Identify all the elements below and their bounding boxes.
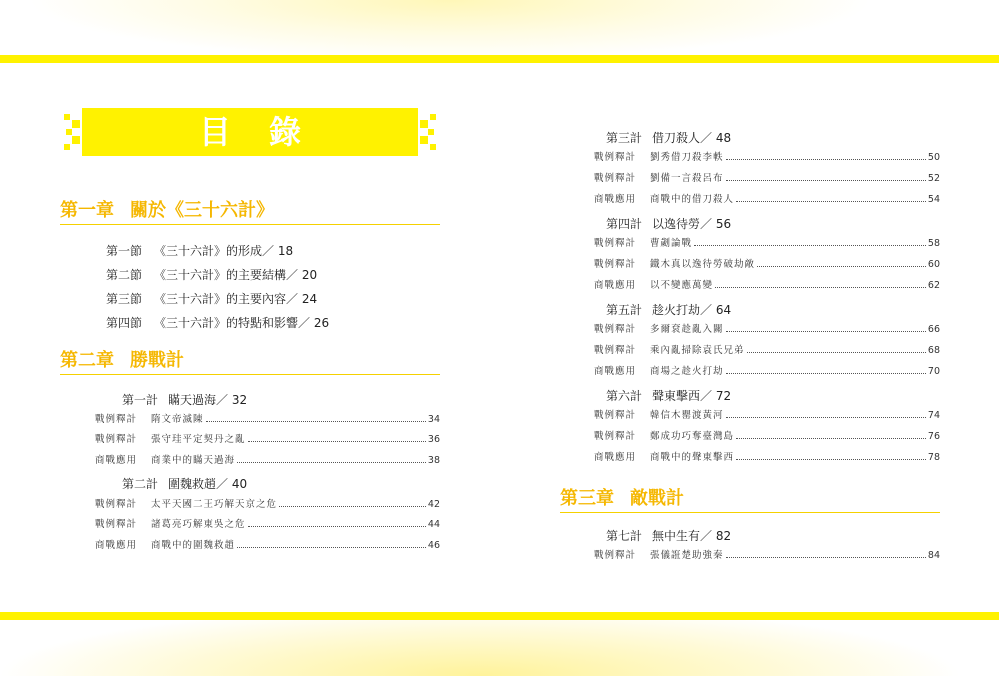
chapter-heading [560,488,940,513]
entry-category: 戰例釋計 [594,410,637,421]
toc-plan[interactable] [606,216,731,232]
plan-title: 圍魏救趙／ 40 [168,477,248,491]
entry-title: 商戰中的借刀殺人 [650,194,735,205]
chapter-number: 第三章 [560,488,614,509]
entry-page: 60 [927,259,940,270]
toc-entry[interactable] [594,193,940,207]
dot-leader [237,462,426,463]
bottom-glow [0,620,999,676]
entry-page: 58 [927,238,940,249]
entry-category: 戰例釋計 [95,499,138,510]
entry-page: 34 [427,414,440,425]
entry-category: 戰例釋計 [95,434,138,445]
entry-title: 劉備一言殺呂布 [650,173,724,184]
toc-plan[interactable] [122,476,247,492]
entry-title: 太平天國二王巧解天京之危 [151,499,278,510]
entry-category: 戰例釋計 [594,238,637,249]
entry-page: 74 [927,410,940,421]
entry-page: 52 [927,173,940,184]
toc-entry[interactable] [594,279,940,293]
entry-page: 54 [927,194,940,205]
plan-number: 第四計 [606,217,643,231]
entry-title: 商戰中的聲東擊西 [650,452,735,463]
plan-title: 以逸待勞／ 56 [652,217,732,231]
dot-leader [726,557,926,558]
toc-section[interactable] [106,243,293,259]
entry-page: 36 [427,434,440,445]
entry-title: 諸葛亮巧解東吳之危 [151,519,246,530]
plan-number: 第三計 [606,131,643,145]
entry-title: 鄭成功巧奪臺灣島 [650,431,735,442]
toc-entry[interactable] [95,433,440,447]
banner-right-ornament [420,114,436,150]
chapter-number: 第二章 [60,350,114,371]
plan-title: 無中生有／ 82 [652,529,732,543]
section-number: 第四節 [106,316,143,330]
toc-plan[interactable] [606,528,731,544]
section-title: 《三十六計》的主要結構／ 20 [154,268,318,282]
dot-leader [726,417,926,418]
entry-page: 44 [427,519,440,530]
toc-title-banner [82,108,418,156]
chapter-heading [60,350,440,375]
entry-page: 76 [927,431,940,442]
entry-category: 戰例釋計 [594,431,637,442]
entry-category: 戰例釋計 [95,414,138,425]
entry-page: 50 [927,152,940,163]
entry-page: 78 [927,452,940,463]
plan-number: 第二計 [122,477,159,491]
toc-entry[interactable] [594,344,940,358]
entry-category: 戰例釋計 [594,345,637,356]
entry-category: 戰例釋計 [594,152,637,163]
page-title: 目錄 [198,113,339,151]
toc-section[interactable] [106,291,317,307]
toc-entry[interactable] [594,172,940,186]
toc-entry[interactable] [594,549,940,563]
toc-entry[interactable] [95,454,440,468]
top-yellow-band [0,55,999,63]
entry-category: 商戰應用 [95,455,138,466]
toc-entry[interactable] [95,498,440,512]
chapter-title: 敵戰計 [630,488,684,509]
plan-number: 第一計 [122,393,159,407]
toc-entry[interactable] [95,539,440,553]
dot-leader [726,180,926,181]
top-glow [0,0,999,58]
entry-category: 戰例釋計 [594,324,637,335]
dot-leader [248,526,426,527]
entry-title: 乘內亂掃除袁氏兄弟 [650,345,745,356]
toc-entry[interactable] [95,518,440,532]
toc-entry[interactable] [594,237,940,251]
entry-category: 戰例釋計 [594,259,637,270]
entry-category: 商戰應用 [594,280,637,291]
toc-plan[interactable] [606,302,731,318]
entry-page: 38 [427,455,440,466]
toc-entry[interactable] [594,151,940,165]
toc-plan[interactable] [122,392,247,408]
dot-leader [726,331,926,332]
entry-title: 曹劌論戰 [650,238,693,249]
toc-entry[interactable] [594,430,940,444]
toc-entry[interactable] [95,413,440,427]
entry-title: 商場之趁火打劫 [650,366,724,377]
plan-title: 瞞天過海／ 32 [168,393,248,407]
toc-entry[interactable] [594,365,940,379]
dot-leader [726,159,926,160]
toc-section[interactable] [106,267,317,283]
dot-leader [757,266,926,267]
chapter-title: 關於《三十六計》 [130,200,274,221]
entry-category: 戰例釋計 [594,550,637,561]
entry-title: 張儀誑楚助強秦 [650,550,724,561]
entry-title: 張守珪平定契丹之亂 [151,434,246,445]
bottom-yellow-band [0,612,999,620]
plan-title: 借刀殺人／ 48 [652,131,732,145]
plan-title: 趁火打劫／ 64 [652,303,732,317]
dot-leader [715,287,926,288]
entry-title: 以不變應萬變 [650,280,714,291]
dot-leader [726,373,926,374]
dot-leader [747,352,926,353]
entry-page: 42 [427,499,440,510]
entry-page: 68 [927,345,940,356]
entry-title: 鐵木真以逸待勞破劫敵 [650,259,756,270]
section-number: 第三節 [106,292,143,306]
plan-title: 聲東擊西／ 72 [652,389,732,403]
entry-category: 商戰應用 [594,194,637,205]
dot-leader [736,459,926,460]
entry-title: 商業中的瞞天過海 [151,455,236,466]
entry-page: 70 [927,366,940,377]
entry-page: 66 [927,324,940,335]
dot-leader [206,421,426,422]
toc-plan[interactable] [606,130,731,146]
dot-leader [237,547,426,548]
entry-title: 劉秀借刀殺李軼 [650,152,724,163]
section-title: 《三十六計》的主要內容／ 24 [154,292,318,306]
entry-title: 韓信木罌渡黃河 [650,410,724,421]
entry-title: 多爾袞趁亂入關 [650,324,724,335]
section-title: 《三十六計》的特點和影響／ 26 [154,316,330,330]
entry-page: 62 [927,280,940,291]
entry-title: 商戰中的圍魏救趙 [151,540,236,551]
dot-leader [248,441,426,442]
toc-section[interactable] [106,315,329,331]
entry-title: 隋文帝滅陳 [151,414,204,425]
entry-page: 46 [427,540,440,551]
dot-leader [694,245,926,246]
toc-entry[interactable] [594,323,940,337]
chapter-heading [60,200,440,225]
section-number: 第二節 [106,268,143,282]
banner-left-ornament [64,114,80,150]
toc-entry[interactable] [594,451,940,465]
toc-entry[interactable] [594,409,940,423]
dot-leader [736,201,926,202]
plan-number: 第五計 [606,303,643,317]
entry-category: 商戰應用 [95,540,138,551]
toc-entry[interactable] [594,258,940,272]
plan-number: 第六計 [606,389,643,403]
entry-page: 84 [927,550,940,561]
entry-category: 戰例釋計 [95,519,138,530]
section-number: 第一節 [106,244,143,258]
chapter-number: 第一章 [60,200,114,221]
dot-leader [279,506,426,507]
entry-category: 商戰應用 [594,366,637,377]
plan-number: 第七計 [606,529,643,543]
entry-category: 戰例釋計 [594,173,637,184]
chapter-title: 勝戰計 [130,350,184,371]
toc-plan[interactable] [606,388,731,404]
entry-category: 商戰應用 [594,452,637,463]
dot-leader [736,438,926,439]
section-title: 《三十六計》的形成／ 18 [154,244,294,258]
